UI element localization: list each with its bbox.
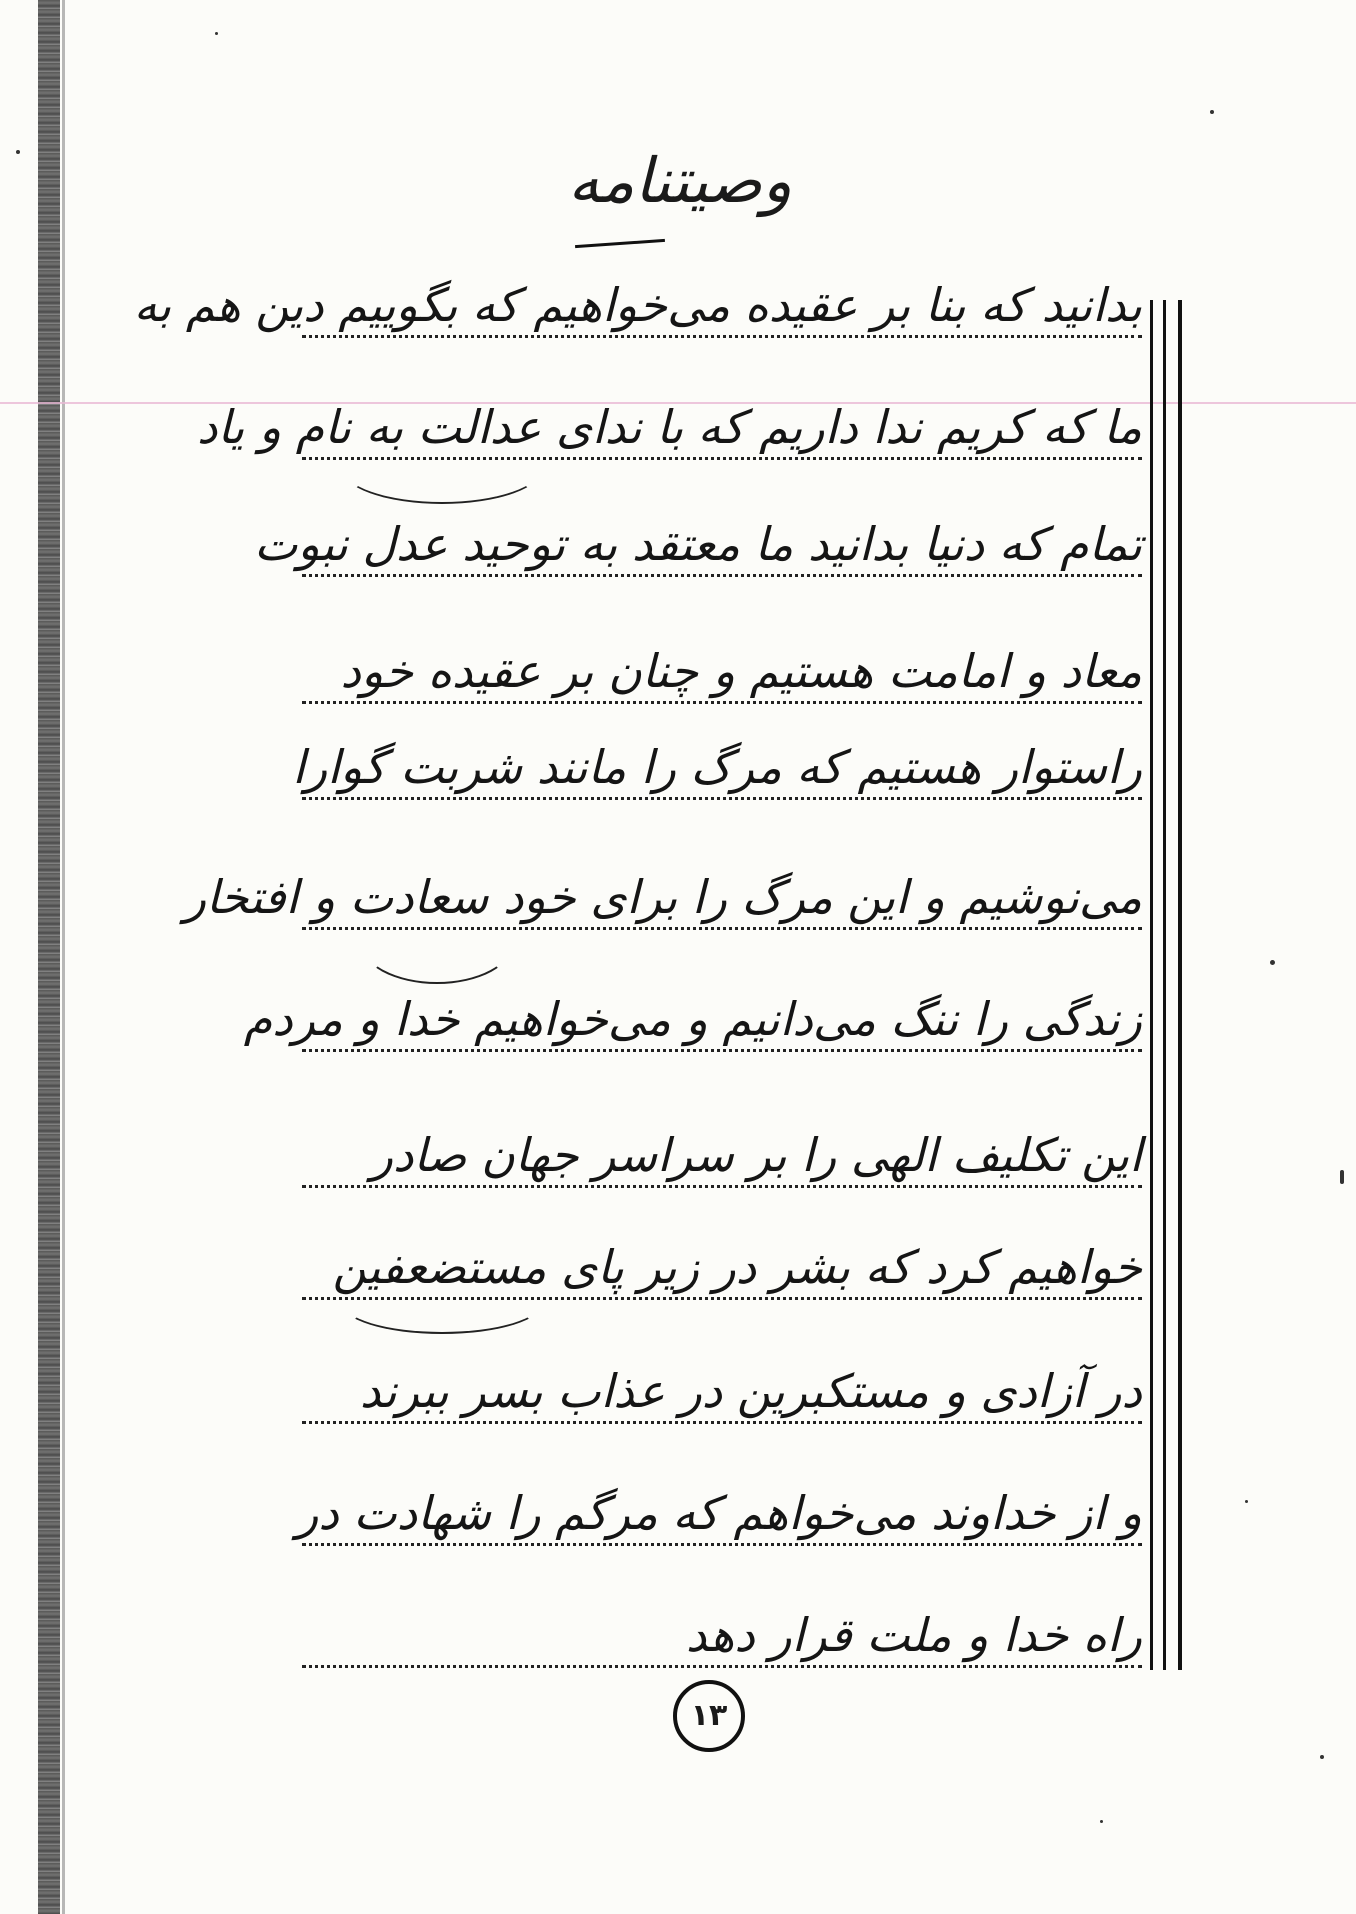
dotted-rule xyxy=(302,1185,1142,1188)
line-text: خواهیم کرد که بشر در زیر پای مستضعفین xyxy=(332,1240,1142,1294)
margin-rule-3 xyxy=(1178,300,1182,1670)
text-line xyxy=(72,1220,1142,1300)
text-line xyxy=(72,972,1142,1052)
text-line xyxy=(72,850,1142,930)
dotted-rule xyxy=(302,701,1142,704)
text-line xyxy=(72,1588,1142,1668)
scan-speck xyxy=(1270,960,1275,965)
line-text: این تکلیف الهی را بر سراسر جهان صادر xyxy=(370,1128,1142,1182)
line-text: راه خدا و ملت قرار دهد xyxy=(685,1608,1142,1662)
pen-stroke xyxy=(340,1270,544,1334)
dotted-rule xyxy=(302,1421,1142,1424)
scan-speck xyxy=(1210,110,1214,114)
margin-rule-2 xyxy=(1163,300,1166,1670)
dotted-rule xyxy=(302,1049,1142,1052)
scan-speck xyxy=(1320,1755,1324,1759)
line-text: تمام که دنیا بدانید ما معتقد به توحید عدل نبوت xyxy=(254,517,1142,571)
line-text: بدانید که بنا بر عقیده می‌خواهیم که بگوییم دین هم به xyxy=(133,278,1142,332)
line-text: می‌نوشیم و این مرگ را برای خود سعادت و افتخار xyxy=(183,870,1142,924)
page-number: ۱۳ xyxy=(673,1680,745,1752)
line-text: و از خداوند می‌خواهم که مرگم را شهادت در xyxy=(296,1486,1142,1540)
dotted-rule xyxy=(302,797,1142,800)
text-line xyxy=(72,380,1142,460)
text-line xyxy=(72,1344,1142,1424)
binding-edge-line xyxy=(62,0,65,1914)
line-text: ما که کریم ندا داریم که با ندای عدالت به نام و یاد xyxy=(197,400,1142,454)
scan-speck xyxy=(1340,1170,1344,1184)
text-line xyxy=(72,258,1142,338)
scan-speck xyxy=(1245,1500,1248,1503)
dotted-rule xyxy=(302,574,1142,577)
text-line xyxy=(72,720,1142,800)
pen-stroke xyxy=(340,430,544,504)
title-underline xyxy=(575,239,665,248)
line-text: راستوار هستیم که مرگ را مانند شربت گوارا xyxy=(292,740,1142,794)
dotted-rule xyxy=(302,335,1142,338)
page-title: وصیتنامه xyxy=(567,144,793,217)
line-text: معاد و امامت هستیم و چنان بر عقیده خود xyxy=(340,644,1142,698)
scan-speck xyxy=(1100,1820,1103,1823)
dotted-rule xyxy=(302,1543,1142,1546)
text-line xyxy=(72,497,1142,577)
pen-stroke xyxy=(360,900,514,984)
text-line xyxy=(72,1108,1142,1188)
margin-rule-1 xyxy=(1150,300,1153,1670)
binding-edge xyxy=(38,0,60,1914)
scan-speck xyxy=(215,32,218,35)
line-text: در آزادی و مستکبرین در عذاب بسر ببرند xyxy=(359,1364,1142,1418)
text-line xyxy=(72,1466,1142,1546)
line-text: زندگی را ننگ می‌دانیم و می‌خواهیم خدا و مردم xyxy=(243,992,1142,1046)
scan-speck xyxy=(16,150,20,154)
dotted-rule xyxy=(302,1665,1142,1668)
text-line xyxy=(72,624,1142,704)
